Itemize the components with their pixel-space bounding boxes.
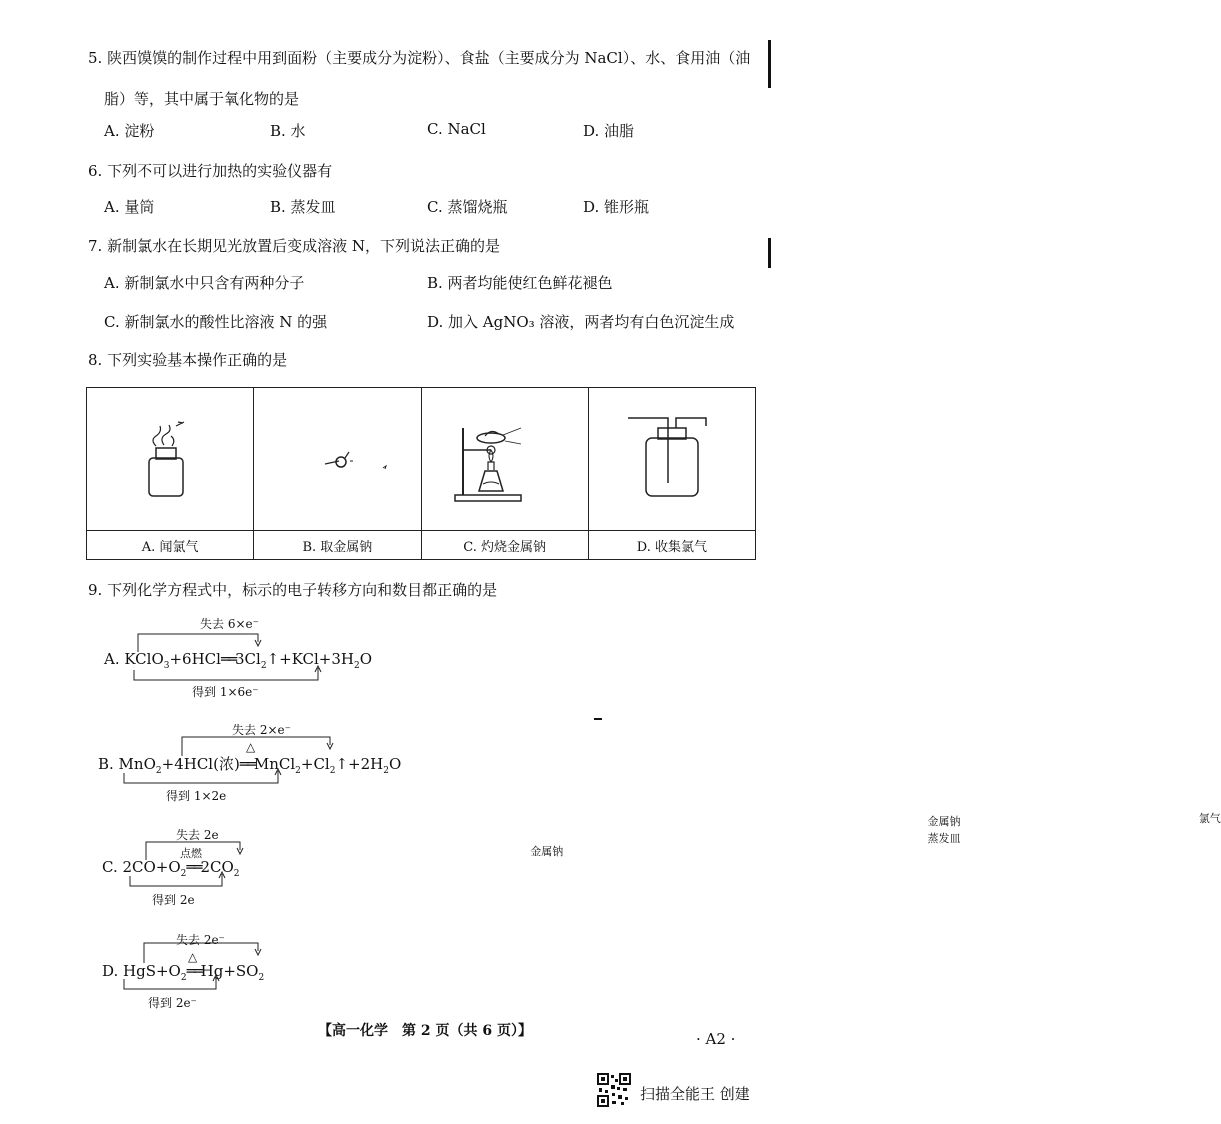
eq-a-bottom-label: 得到 1×6e⁻ <box>192 685 259 699</box>
q7-option-b: B. 两者均能使红色鲜花褪色 <box>427 274 613 292</box>
caption-b: B. 取金属钠 <box>254 531 421 560</box>
q5-option-b: B. 水 <box>270 122 306 140</box>
eq-c-bottom-label: 得到 2e <box>152 893 195 907</box>
caption-a: A. 闻氯气 <box>87 531 254 560</box>
eq-b-bottom-label: 得到 1×2e <box>166 789 227 803</box>
eq-c-condition: 点燃 <box>180 847 202 860</box>
equation-b: B. MnO$_2$+4HCl(浓)$══MnCl_2+Cl_2↑+2H_2O$ <box>98 755 402 776</box>
scan-speck <box>594 718 602 720</box>
q6-stem: 6. 下列不可以进行加热的实验仪器有 <box>88 162 333 180</box>
equation-d: D. $HgS+O_2══Hg+SO_2$ <box>102 962 265 983</box>
q5-stem-line1: 5. 陕西馍馍的制作过程中用到面粉（主要成分为淀粉）、食盐（主要成分为 NaCl）、水、食用油（油 <box>88 49 751 67</box>
q6-option-a: A. 量筒 <box>104 198 155 216</box>
page-code: · A2 · <box>696 1030 736 1048</box>
eq-b-top-label: 失去 2×e⁻ <box>232 723 291 737</box>
q7-option-c: C. 新制氯水的酸性比溶液 N 的强 <box>104 313 328 331</box>
page-footer: 【高一化学 第 2 页（共 6 页）】 <box>318 1023 532 1039</box>
label-c-dish: 蒸发皿 <box>927 832 961 845</box>
q5-option-c: C. NaCl <box>427 120 486 138</box>
scanner-watermark: 扫描全能王 创建 <box>640 1085 750 1103</box>
label-d-gas: 氯气 <box>1198 812 1221 825</box>
q7-stem: 7. 新制氯水在长期见光放置后变成溶液 N，下列说法正确的是 <box>88 237 500 255</box>
equation-c: C. $2CO+O_2══2CO_2$ <box>102 858 240 879</box>
caption-d: D. 收集氯气 <box>588 531 755 560</box>
caption-c: C. 灼烧金属钠 <box>421 531 588 560</box>
q6-option-c: C. 蒸馏烧瓶 <box>427 198 508 216</box>
q5-option-d: D. 油脂 <box>583 122 635 140</box>
q6-option-b: B. 蒸发皿 <box>270 198 336 216</box>
q7-option-a: A. 新制氯水中只含有两种分子 <box>104 274 305 292</box>
eq-c-top-label: 失去 2e <box>176 828 219 842</box>
q5-option-a: A. 淀粉 <box>104 122 155 140</box>
q7-option-d: D. 加入 AgNO₃ 溶液，两者均有白色沉淀生成 <box>427 313 735 331</box>
label-c-sodium: 金属钠 <box>927 815 961 828</box>
eq-d-bottom-label: 得到 2e⁻ <box>148 996 197 1010</box>
label-b-sodium: 金属钠 <box>530 845 564 858</box>
qr-code-icon <box>597 1073 631 1107</box>
q6-option-d: D. 锥形瓶 <box>583 198 650 216</box>
q5-stem-line2: 脂）等，其中属于氧化物的是 <box>104 90 300 108</box>
eq-d-condition: △ <box>188 950 198 964</box>
q9-stem: 9. 下列化学方程式中，标示的电子转移方向和数目都正确的是 <box>88 581 498 599</box>
equation-a: A. $KClO_3+6HCl══3Cl_2↑+KCl+3H_2O$ <box>104 650 373 671</box>
eq-d-top-label: 失去 2e⁻ <box>176 933 225 947</box>
eq-b-condition: △ <box>246 740 256 754</box>
scan-edge-mark <box>768 238 771 268</box>
scan-edge-mark <box>768 40 771 88</box>
q8-stem: 8. 下列实验基本操作正确的是 <box>88 351 288 369</box>
eq-a-top-label: 失去 6×e⁻ <box>200 617 259 631</box>
